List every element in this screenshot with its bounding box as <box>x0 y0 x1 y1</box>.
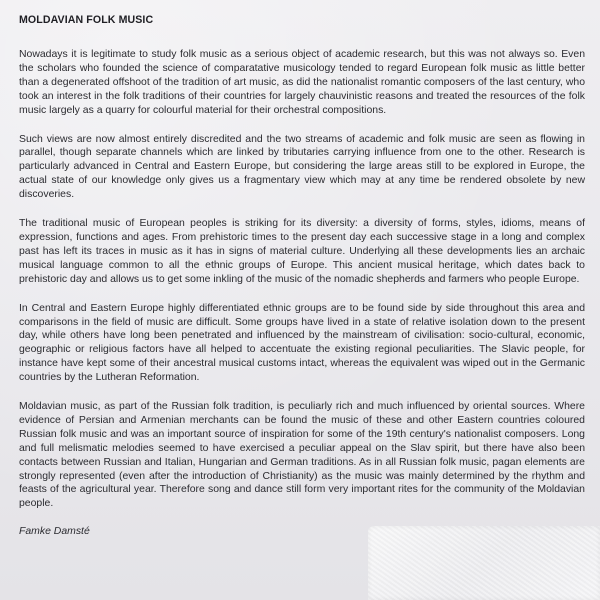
torn-paper-patch <box>368 526 600 600</box>
paragraph-1: Nowadays it is legitimate to study folk music as a serious object of academic research, but this was not always so. Even the scholars who founded the science of comparatative musicology tended to regard European folk music as little better than a degenerated offshoot of the tradition of art music, as did the nationalist romantic composers of the last century, who took an interest in the folk traditions of their countries for largely chauvinistic reasons and treated the resources of the folk music largely as a quarry for colourful material for their orchestral compositions. <box>19 49 585 116</box>
author-signature: Famke Damsté <box>19 526 90 538</box>
paragraph-5: Moldavian music, as part of the Russian folk tradition, is peculiarly rich and much influenced by oriental sources. Where evidence of Persian and Armenian merchants can be found the music of these and other Eastern countries coloured Russian folk music and was an important source of inspiration for some of the 19th century's nationalist composers. Long and full melismatic melodies seemed to have exercised a peculiar appeal on the Slav spirit, but there have also been contacts between Russian and Italian, Hungarian and German traditions. As in all Russian folk music, pagan elements are strongly represented (even after the introduction of Christianity) as the music was mainly determined by the rhythm and feasts of the agricultural year. Therefore song and dance still form very important rites for the community of the Moldavian people. <box>19 401 585 510</box>
article <box>19 14 585 537</box>
paragraph-4: In Central and Eastern Europe highly differentiated ethnic groups are to be found side by side throughout this area and comparisons in the field of music are difficult. Some groups have lived in a state of relative isolation down to the present day, while others have long been penetrated and influenced by the mainstream of civilisation: socio-cultural, economic, geographic or religious factors have all helped to accentuate the existing regional peculiarities. The Slavic people, for instance have kept some of their ancestral musical customs intact, whereas the equivalent was wiped out in the Germanic countries by the Lutheran Reformation. <box>19 302 585 384</box>
article-title: MOLDAVIAN FOLK MUSIC <box>19 14 154 26</box>
paragraph-3: The traditional music of European peoples is striking for its diversity: a diversity of forms, styles, idioms, means of expression, functions and ages. From prehistoric times to the present day each successive stage in a long and complex past has left its traces in music as it has in signs of material culture. Underlying all these developments lies an archaic musical language common to all the ethnic groups of Europe. This ancient musical heritage, which dates back to prehistoric day and allows us to get some inkling of the music of the nomadic shepherds and farmers who people Europe. <box>19 218 585 285</box>
paragraph-2: Such views are now almost entirely discredited and the two streams of academic and folk music are seen as flowing in parallel, though separate channels which are linked by tributaries carrying influence from one to the other. Research is particularly advanced in Central and Eastern Europe, but considering the large areas still to be explored in Europe, the actual state of our knowledge only gives us a fragmentary view which may at any time be rendered obsolete by new discoveries. <box>19 133 585 201</box>
